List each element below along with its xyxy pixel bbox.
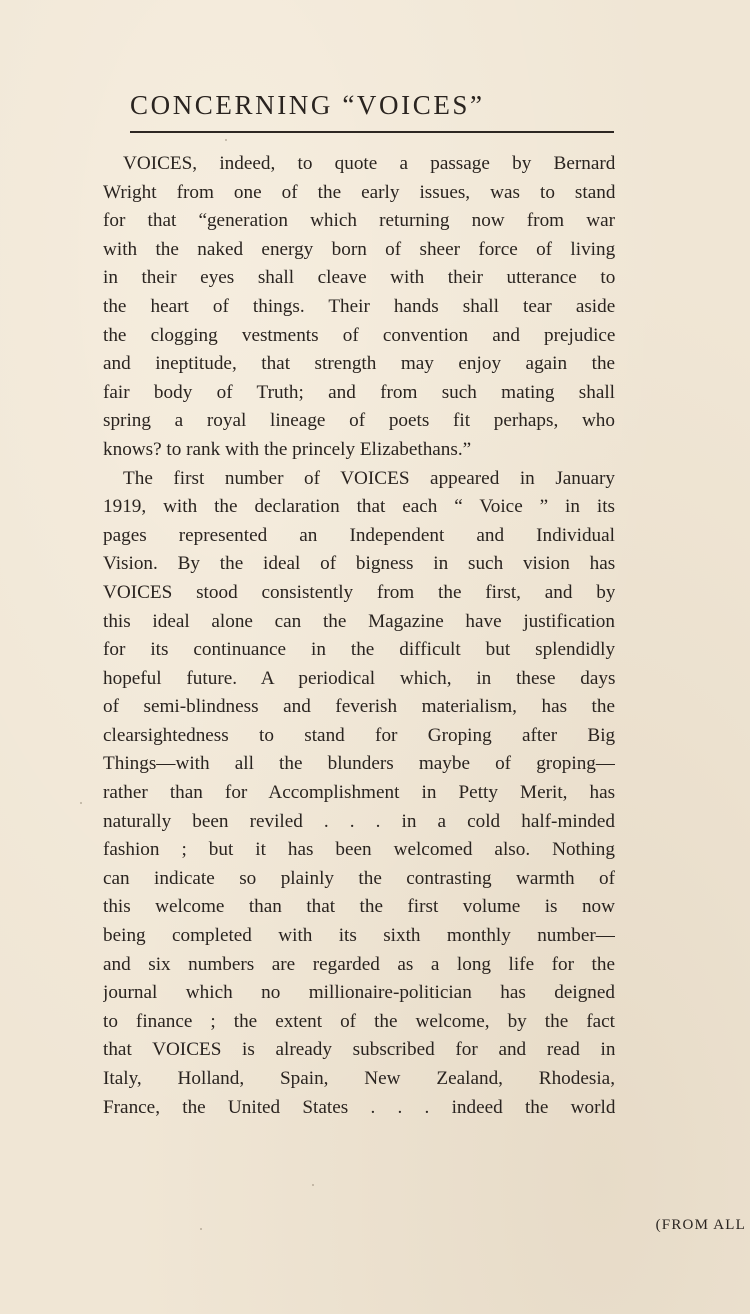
- text-line: naturally been reviled . . . in a cold half-minded: [103, 810, 615, 832]
- text-line: for that “generation which returning now from war: [103, 210, 615, 232]
- paper-speck: [312, 1184, 314, 1186]
- text-line: the heart of things. Their hands shall tear aside: [103, 295, 615, 317]
- paper-speck: [200, 1228, 202, 1230]
- text-line: to finance ; the extent of the welcome, by the fact: [103, 1010, 615, 1032]
- text-line: of semi-blindness and feverish materialism, has the: [103, 696, 615, 718]
- text-line: Vision. By the ideal of bigness in such vision has: [103, 553, 615, 575]
- text-line: The first number of VOICES appeared in January: [123, 467, 615, 489]
- text-line: spring a royal lineage of poets fit perhaps, who: [103, 410, 615, 432]
- text-line: journal which no millionaire-politician has deigned: [103, 982, 615, 1004]
- article-body: [103, 150, 615, 1122]
- text-line: and six numbers are regarded as a long life for the: [103, 953, 615, 975]
- paper-speck: [80, 802, 82, 804]
- continuation-footer: (FROM ALL: [655, 1217, 746, 1233]
- text-line: VOICES, indeed, to quote a passage by Bernard: [123, 153, 615, 174]
- text-line: in their eyes shall cleave with their utterance to: [103, 267, 615, 289]
- text-line: hopeful future. A periodical which, in these days: [103, 667, 615, 689]
- page-title: CONCERNING “VOICES”: [130, 90, 485, 120]
- text-line: this welcome than that the first volume is now: [103, 896, 615, 918]
- paragraph-2: [103, 465, 615, 1123]
- text-line: the clogging vestments of convention and prejudice: [103, 324, 615, 346]
- text-line: rather than for Accomplishment in Petty Merit, has: [103, 782, 615, 804]
- text-line: Italy, Holland, Spain, New Zealand, Rhodesia,: [103, 1068, 615, 1089]
- text-line: this ideal alone can the Magazine have justification: [103, 610, 615, 632]
- text-line: VOICES stood consistently from the first, and by: [103, 581, 615, 603]
- text-line: knows? to rank with the princely Elizabethans.”: [103, 438, 472, 460]
- text-line: Things—with all the blunders maybe of groping—: [103, 753, 615, 775]
- text-line: being completed with its sixth monthly number—: [103, 925, 615, 947]
- text-line: can indicate so plainly the contrasting warmth of: [103, 867, 615, 889]
- text-line: Wright from one of the early issues, was to stand: [103, 181, 615, 203]
- text-line: 1919, with the declaration that each “ Voice ” in its: [103, 496, 615, 518]
- text-line: and ineptitude, that strength may enjoy again the: [103, 353, 615, 375]
- text-line: fashion ; but it has been welcomed also. Nothing: [103, 839, 615, 861]
- text-line: for its continuance in the difficult but splendidly: [103, 639, 615, 661]
- text-line: clearsightedness to stand for Groping after Big: [103, 724, 615, 746]
- text-line: fair body of Truth; and from such mating shall: [103, 381, 615, 403]
- text-line: with the naked energy born of sheer force of living: [103, 238, 615, 260]
- text-line: that VOICES is already subscribed for and read in: [103, 1039, 615, 1061]
- paragraph-1: [103, 150, 615, 465]
- text-line: pages represented an Independent and Individual: [103, 524, 615, 546]
- title-underline: [130, 131, 614, 133]
- paper-speck: [225, 139, 227, 141]
- text-line: France, the United States . . . indeed the world: [103, 1096, 615, 1118]
